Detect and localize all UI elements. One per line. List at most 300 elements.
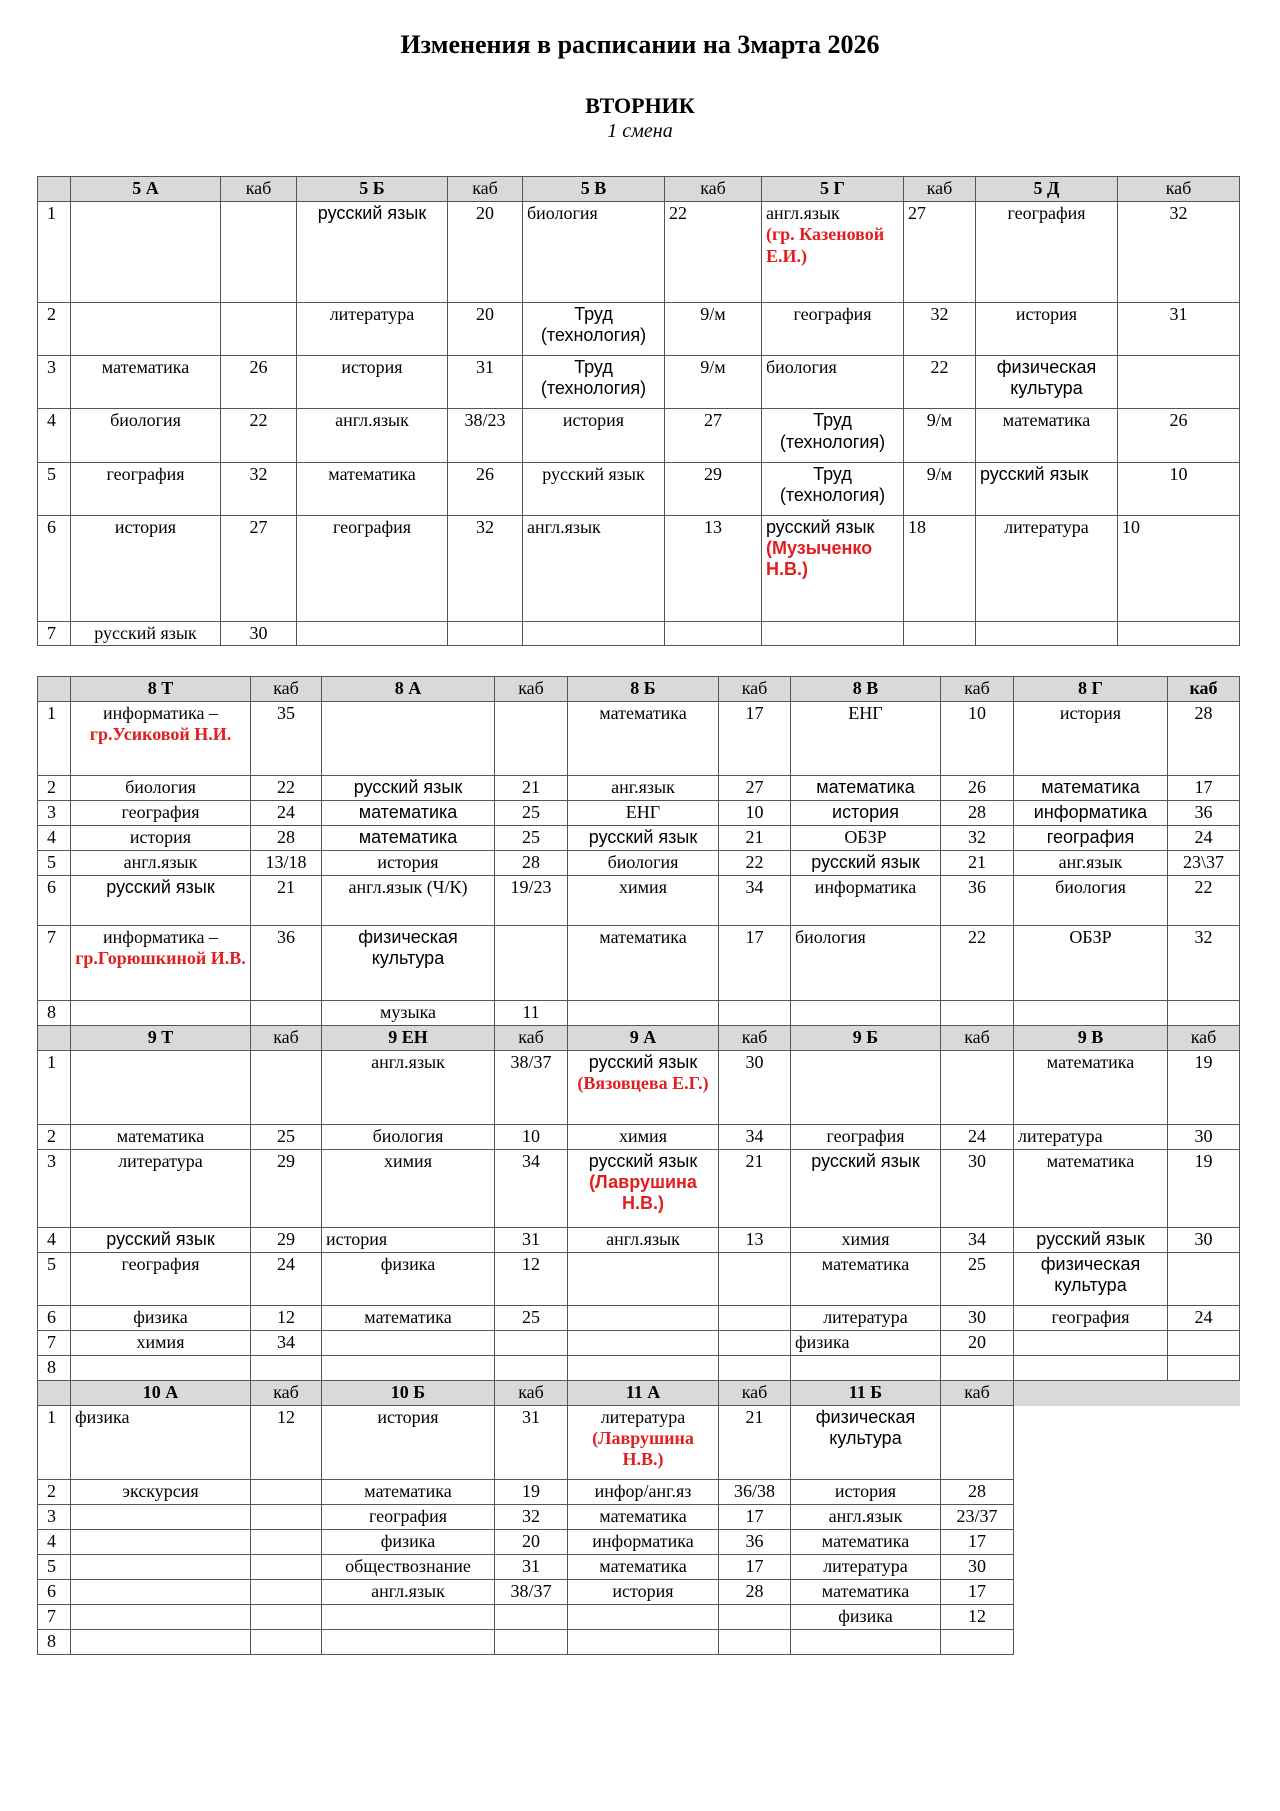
table-cell: 36 — [251, 926, 322, 1001]
table-cell: 32 — [904, 302, 976, 355]
table-cell: русский язык — [297, 202, 448, 303]
table-cell: 35 — [251, 702, 322, 776]
table-cell: 25 — [495, 826, 568, 851]
header-cell: каб — [904, 177, 976, 202]
header-cell: каб — [719, 677, 791, 702]
header-cell: 8 Т — [71, 677, 251, 702]
header-cell: 10 А — [71, 1381, 251, 1406]
table-row — [38, 1530, 1240, 1555]
table-cell — [495, 1630, 568, 1655]
table-header-row — [38, 1026, 1240, 1051]
table-cell: англ.язык — [322, 1051, 495, 1125]
lesson-number: 2 — [38, 302, 71, 355]
table-cell — [568, 1605, 719, 1630]
header-cell: 5 В — [523, 177, 665, 202]
table-cell — [1168, 1253, 1240, 1306]
table-cell — [71, 1505, 251, 1530]
header-cell: каб — [1168, 677, 1240, 702]
table-cell: 26 — [941, 776, 1014, 801]
table-cell: инфор/анг.яз — [568, 1480, 719, 1505]
table-cell: 17 — [719, 1505, 791, 1530]
table-cell: ЕНГ — [568, 801, 719, 826]
lesson-number: 6 — [38, 515, 71, 621]
table-cell — [251, 1555, 322, 1580]
table-row — [38, 202, 1240, 303]
table-cell — [251, 1505, 322, 1530]
table-cell: англ.язык — [791, 1505, 941, 1530]
table-cell: 22 — [251, 776, 322, 801]
table-cell — [523, 621, 665, 645]
header-cell: каб — [941, 1026, 1014, 1051]
table-cell: 10 — [1118, 462, 1240, 515]
cell-text: русский язык — [588, 1052, 698, 1072]
table-cell — [719, 1306, 791, 1331]
table-cell: 9/м — [904, 462, 976, 515]
table-cell — [904, 621, 976, 645]
table-cell — [297, 621, 448, 645]
table-cell: физика — [791, 1331, 941, 1356]
lesson-number: 7 — [38, 621, 71, 645]
table-cell: 31 — [448, 356, 523, 409]
table-cell: русский язык — [791, 1150, 941, 1228]
table-cell — [1168, 1356, 1240, 1381]
table-cell — [791, 1356, 941, 1381]
table-cell: математика — [71, 1125, 251, 1150]
table-cell — [495, 702, 568, 776]
table-cell — [251, 1356, 322, 1381]
table-cell: 26 — [448, 462, 523, 515]
table-cell: ОБЗР — [1014, 926, 1168, 1001]
table-cell — [568, 1630, 719, 1655]
table-cell: 30 — [221, 621, 297, 645]
header-cell: 5 Б — [297, 177, 448, 202]
table-cell: литература — [976, 515, 1118, 621]
table-cell: физика — [791, 1605, 941, 1630]
lesson-number: 6 — [38, 1306, 71, 1331]
table-cell: ЕНГ — [791, 702, 941, 776]
table-cell: 13 — [665, 515, 762, 621]
header-cell: каб — [221, 177, 297, 202]
table-cell: Труд (технология) — [523, 356, 665, 409]
table-cell: 22 — [665, 202, 762, 303]
table-cell — [71, 1051, 251, 1125]
table-cell: биология — [791, 926, 941, 1001]
lesson-number: 5 — [38, 462, 71, 515]
table-cell: 12 — [251, 1306, 322, 1331]
table-cell: 17 — [719, 702, 791, 776]
table-cell: 32 — [448, 515, 523, 621]
table-cell — [71, 1555, 251, 1580]
table-cell: география — [1014, 1306, 1168, 1331]
table-row — [38, 1406, 1240, 1480]
table-header-row — [38, 1381, 1240, 1406]
table-cell: Труд (технология) — [762, 462, 904, 515]
lesson-number: 3 — [38, 1150, 71, 1228]
teacher-note: (Вязовцева Е.Г.) — [577, 1073, 709, 1094]
table-cell: информатика — [1014, 801, 1168, 826]
table-cell: 30 — [941, 1555, 1014, 1580]
page-title: Изменения в расписании на 3марта 2026 — [400, 30, 880, 59]
table-cell: музыка — [322, 1001, 495, 1026]
table-cell: 28 — [495, 851, 568, 876]
table-cell — [762, 202, 904, 303]
lesson-number: 8 — [38, 1630, 71, 1655]
table-cell: 27 — [719, 776, 791, 801]
header-cell: каб — [495, 677, 568, 702]
table-cell: русский язык — [1014, 1228, 1168, 1253]
table-cell: русский язык — [71, 1228, 251, 1253]
table-cell: 23\37 — [1168, 851, 1240, 876]
blank-area — [1014, 1555, 1240, 1580]
cell-text: русский язык — [766, 516, 875, 537]
table-row — [38, 515, 1240, 621]
table-cell: история — [322, 1406, 495, 1480]
table-cell: 29 — [251, 1228, 322, 1253]
table-cell — [719, 1331, 791, 1356]
table-cell: биология — [71, 409, 221, 462]
table-cell: 25 — [495, 1306, 568, 1331]
table-cell: история — [71, 826, 251, 851]
table-cell — [568, 1406, 719, 1480]
table-cell — [941, 1051, 1014, 1125]
table-cell: физика — [71, 1306, 251, 1331]
table-cell — [71, 1356, 251, 1381]
lesson-number: 5 — [38, 1555, 71, 1580]
table-cell — [221, 202, 297, 303]
table-cell: 32 — [221, 462, 297, 515]
table-cell: 30 — [941, 1150, 1014, 1228]
table-cell: математика — [322, 1306, 495, 1331]
table-cell: русский язык — [523, 462, 665, 515]
header-cell: каб — [1168, 1026, 1240, 1051]
table-row — [38, 409, 1240, 462]
shift-heading: 1 смена — [607, 120, 673, 142]
header-cell — [38, 677, 71, 702]
table-cell: анг.язык — [568, 776, 719, 801]
table-cell: 10 — [719, 801, 791, 826]
table-cell: математика — [568, 926, 719, 1001]
header-cell: 5 Д — [976, 177, 1118, 202]
table-cell: биология — [1014, 876, 1168, 926]
table-cell: математика — [322, 826, 495, 851]
table-cell — [1014, 1001, 1168, 1026]
table-row — [38, 1580, 1240, 1605]
table-cell — [495, 926, 568, 1001]
table-cell: 26 — [221, 356, 297, 409]
table-row — [38, 826, 1240, 851]
blank-area — [1014, 1630, 1240, 1655]
header-cell: каб — [719, 1381, 791, 1406]
table-cell: математика — [791, 1580, 941, 1605]
table-cell — [568, 1356, 719, 1381]
table-cell: литература — [791, 1555, 941, 1580]
table-cell — [941, 1406, 1014, 1480]
table-cell: география — [322, 1505, 495, 1530]
header-cell — [38, 177, 71, 202]
table-header-row — [38, 177, 1240, 202]
table-cell: история — [523, 409, 665, 462]
table-cell — [568, 1253, 719, 1306]
teacher-note: (Лаврушина Н.В.) — [592, 1428, 694, 1470]
table-cell: география — [71, 1253, 251, 1306]
table-cell: 21 — [495, 776, 568, 801]
table-cell: математика — [1014, 776, 1168, 801]
table-cell: 24 — [1168, 826, 1240, 851]
lesson-number: 8 — [38, 1356, 71, 1381]
table-cell: 21 — [251, 876, 322, 926]
table-cell — [568, 1051, 719, 1125]
table-cell: биология — [71, 776, 251, 801]
table-cell: 12 — [941, 1605, 1014, 1630]
table-cell: математика — [71, 356, 221, 409]
table-cell — [251, 1605, 322, 1630]
table-cell: 20 — [448, 202, 523, 303]
lesson-number: 4 — [38, 409, 71, 462]
table-cell — [71, 302, 221, 355]
lesson-number: 2 — [38, 1125, 71, 1150]
lesson-number: 2 — [38, 776, 71, 801]
lesson-number: 8 — [38, 1001, 71, 1026]
table-cell: история — [322, 1228, 495, 1253]
table-cell: 12 — [251, 1406, 322, 1480]
header-cell: 9 А — [568, 1026, 719, 1051]
table-cell — [251, 1051, 322, 1125]
table-cell: 31 — [495, 1555, 568, 1580]
table-cell — [71, 702, 251, 776]
table-row — [38, 1125, 1240, 1150]
table-cell — [71, 202, 221, 303]
header-cell: 9 Б — [791, 1026, 941, 1051]
table-cell: литература — [71, 1150, 251, 1228]
table-cell: англ.язык — [297, 409, 448, 462]
table-cell: литература — [791, 1306, 941, 1331]
table-cell: 30 — [1168, 1125, 1240, 1150]
table-cell: 36/38 — [719, 1480, 791, 1505]
table-cell: 20 — [495, 1530, 568, 1555]
table-cell: 12 — [495, 1253, 568, 1306]
table-cell: 9/м — [665, 356, 762, 409]
table-cell: 19 — [495, 1480, 568, 1505]
table-cell: информатика — [568, 1530, 719, 1555]
lesson-number: 7 — [38, 926, 71, 1001]
table-cell: химия — [568, 876, 719, 926]
table-cell: математика — [568, 1505, 719, 1530]
schedule-table-grade5 — [37, 176, 1240, 646]
table-cell: 27 — [221, 515, 297, 621]
table-cell: химия — [568, 1125, 719, 1150]
blank-area — [1014, 1530, 1240, 1555]
lesson-number: 1 — [38, 1406, 71, 1480]
table-cell — [941, 1630, 1014, 1655]
header-cell: каб — [495, 1381, 568, 1406]
cell-text: англ.язык — [766, 203, 840, 224]
table-cell — [448, 621, 523, 645]
table-cell: 23/37 — [941, 1505, 1014, 1530]
table-cell — [71, 1580, 251, 1605]
table-cell: 17 — [941, 1530, 1014, 1555]
header-cell: каб — [719, 1026, 791, 1051]
table-cell: 19/23 — [495, 876, 568, 926]
table-cell: математика — [297, 462, 448, 515]
table-cell: физика — [322, 1530, 495, 1555]
table-cell — [791, 1630, 941, 1655]
cell-text: русский язык — [588, 1151, 698, 1171]
table-cell: 13 — [719, 1228, 791, 1253]
table-cell: экскурсия — [71, 1480, 251, 1505]
header-cell: 9 ЕН — [322, 1026, 495, 1051]
table-cell: 29 — [665, 462, 762, 515]
lesson-number: 6 — [38, 876, 71, 926]
table-cell: 34 — [251, 1331, 322, 1356]
table-cell: 21 — [719, 826, 791, 851]
header-cell: 11 Б — [791, 1381, 941, 1406]
table-cell: 19 — [1168, 1150, 1240, 1228]
table-cell — [1118, 356, 1240, 409]
table-cell: 38/23 — [448, 409, 523, 462]
table-cell: 22 — [941, 926, 1014, 1001]
header-cell: 8 Б — [568, 677, 719, 702]
table-cell — [791, 1001, 941, 1026]
table-cell: история — [71, 515, 221, 621]
table-cell: 28 — [941, 1480, 1014, 1505]
header-cell: 5 Г — [762, 177, 904, 202]
table-cell: география — [762, 302, 904, 355]
table-cell — [762, 515, 904, 621]
table-cell: математика — [791, 776, 941, 801]
table-cell: русский язык — [976, 462, 1118, 515]
table-cell: физическая культура — [791, 1406, 941, 1480]
table-cell: 17 — [719, 1555, 791, 1580]
table-cell: русский язык — [791, 851, 941, 876]
table-cell — [71, 1630, 251, 1655]
table-cell — [1168, 1331, 1240, 1356]
table-cell: история — [322, 851, 495, 876]
table-cell: 34 — [719, 876, 791, 926]
table-cell — [322, 1356, 495, 1381]
table-cell: 22 — [221, 409, 297, 462]
table-cell: химия — [71, 1331, 251, 1356]
table-row — [38, 876, 1240, 926]
table-cell — [568, 1150, 719, 1228]
table-cell — [495, 1356, 568, 1381]
table-row — [38, 1480, 1240, 1505]
table-cell — [719, 1605, 791, 1630]
table-cell: 27 — [665, 409, 762, 462]
table-cell: география — [71, 801, 251, 826]
table-cell: 11 — [495, 1001, 568, 1026]
table-row — [38, 776, 1240, 801]
lesson-number: 6 — [38, 1580, 71, 1605]
table-cell: 13/18 — [251, 851, 322, 876]
table-header-row — [38, 677, 1240, 702]
header-cell: каб — [941, 677, 1014, 702]
lesson-number: 7 — [38, 1331, 71, 1356]
table-cell: литература — [297, 302, 448, 355]
header-cell: 5 А — [71, 177, 221, 202]
table-cell — [71, 1605, 251, 1630]
table-cell: 32 — [1168, 926, 1240, 1001]
lesson-number: 3 — [38, 1505, 71, 1530]
table-cell: 36 — [719, 1530, 791, 1555]
table-cell: физика — [322, 1253, 495, 1306]
table-cell: математика — [322, 801, 495, 826]
table-cell: география — [1014, 826, 1168, 851]
header-cell: каб — [251, 677, 322, 702]
table-cell: 30 — [941, 1306, 1014, 1331]
table-cell — [1014, 1331, 1168, 1356]
lesson-number: 7 — [38, 1605, 71, 1630]
lesson-number: 3 — [38, 801, 71, 826]
cell-text: информатика – — [103, 927, 218, 947]
blank-area — [1014, 1505, 1240, 1530]
table-cell: 28 — [719, 1580, 791, 1605]
table-cell: 22 — [1168, 876, 1240, 926]
table-cell: 38/37 — [495, 1051, 568, 1125]
table-cell: 32 — [1118, 202, 1240, 303]
table-cell: биология — [762, 356, 904, 409]
header-cell: каб — [941, 1381, 1014, 1406]
table-cell: 17 — [941, 1580, 1014, 1605]
table-cell — [941, 1001, 1014, 1026]
teacher-note: (гр. Казеновой Е.И.) — [766, 224, 885, 266]
table-cell: 25 — [941, 1253, 1014, 1306]
table-cell: биология — [568, 851, 719, 876]
table-cell: англ.язык — [322, 1580, 495, 1605]
table-cell: география — [71, 462, 221, 515]
header-cell: каб — [448, 177, 523, 202]
table-cell — [1168, 1001, 1240, 1026]
table-cell — [495, 1605, 568, 1630]
table-cell: химия — [322, 1150, 495, 1228]
table-cell: 30 — [719, 1051, 791, 1125]
table-cell: 9/м — [904, 409, 976, 462]
table-cell: 28 — [941, 801, 1014, 826]
table-cell: география — [791, 1125, 941, 1150]
table-row — [38, 1051, 1240, 1125]
table-cell: 24 — [251, 801, 322, 826]
header-cell: 9 Т — [71, 1026, 251, 1051]
header-cell: 10 Б — [322, 1381, 495, 1406]
table-row — [38, 1331, 1240, 1356]
table-row — [38, 1630, 1240, 1655]
table-row — [38, 1150, 1240, 1228]
table-cell: 17 — [1168, 776, 1240, 801]
table-cell: 19 — [1168, 1051, 1240, 1125]
lesson-number: 4 — [38, 1530, 71, 1555]
header-cell: каб — [665, 177, 762, 202]
table-cell: 38/37 — [495, 1580, 568, 1605]
table-cell — [71, 1001, 251, 1026]
table-cell: химия — [791, 1228, 941, 1253]
table-cell: математика — [1014, 1150, 1168, 1228]
table-cell: 9/м — [665, 302, 762, 355]
blank-area — [1014, 1381, 1240, 1406]
table-cell: 21 — [719, 1150, 791, 1228]
table-row — [38, 621, 1240, 645]
lesson-number: 1 — [38, 702, 71, 776]
table-row — [38, 1605, 1240, 1630]
table-row — [38, 1253, 1240, 1306]
table-cell: математика — [976, 409, 1118, 462]
table-cell: математика — [568, 702, 719, 776]
table-cell: ОБЗР — [791, 826, 941, 851]
table-cell: история — [791, 1480, 941, 1505]
table-cell: 36 — [1168, 801, 1240, 826]
table-cell — [665, 621, 762, 645]
schedule-table-grades8-11 — [37, 676, 1240, 1655]
table-cell — [719, 1253, 791, 1306]
table-cell: 10 — [495, 1125, 568, 1150]
